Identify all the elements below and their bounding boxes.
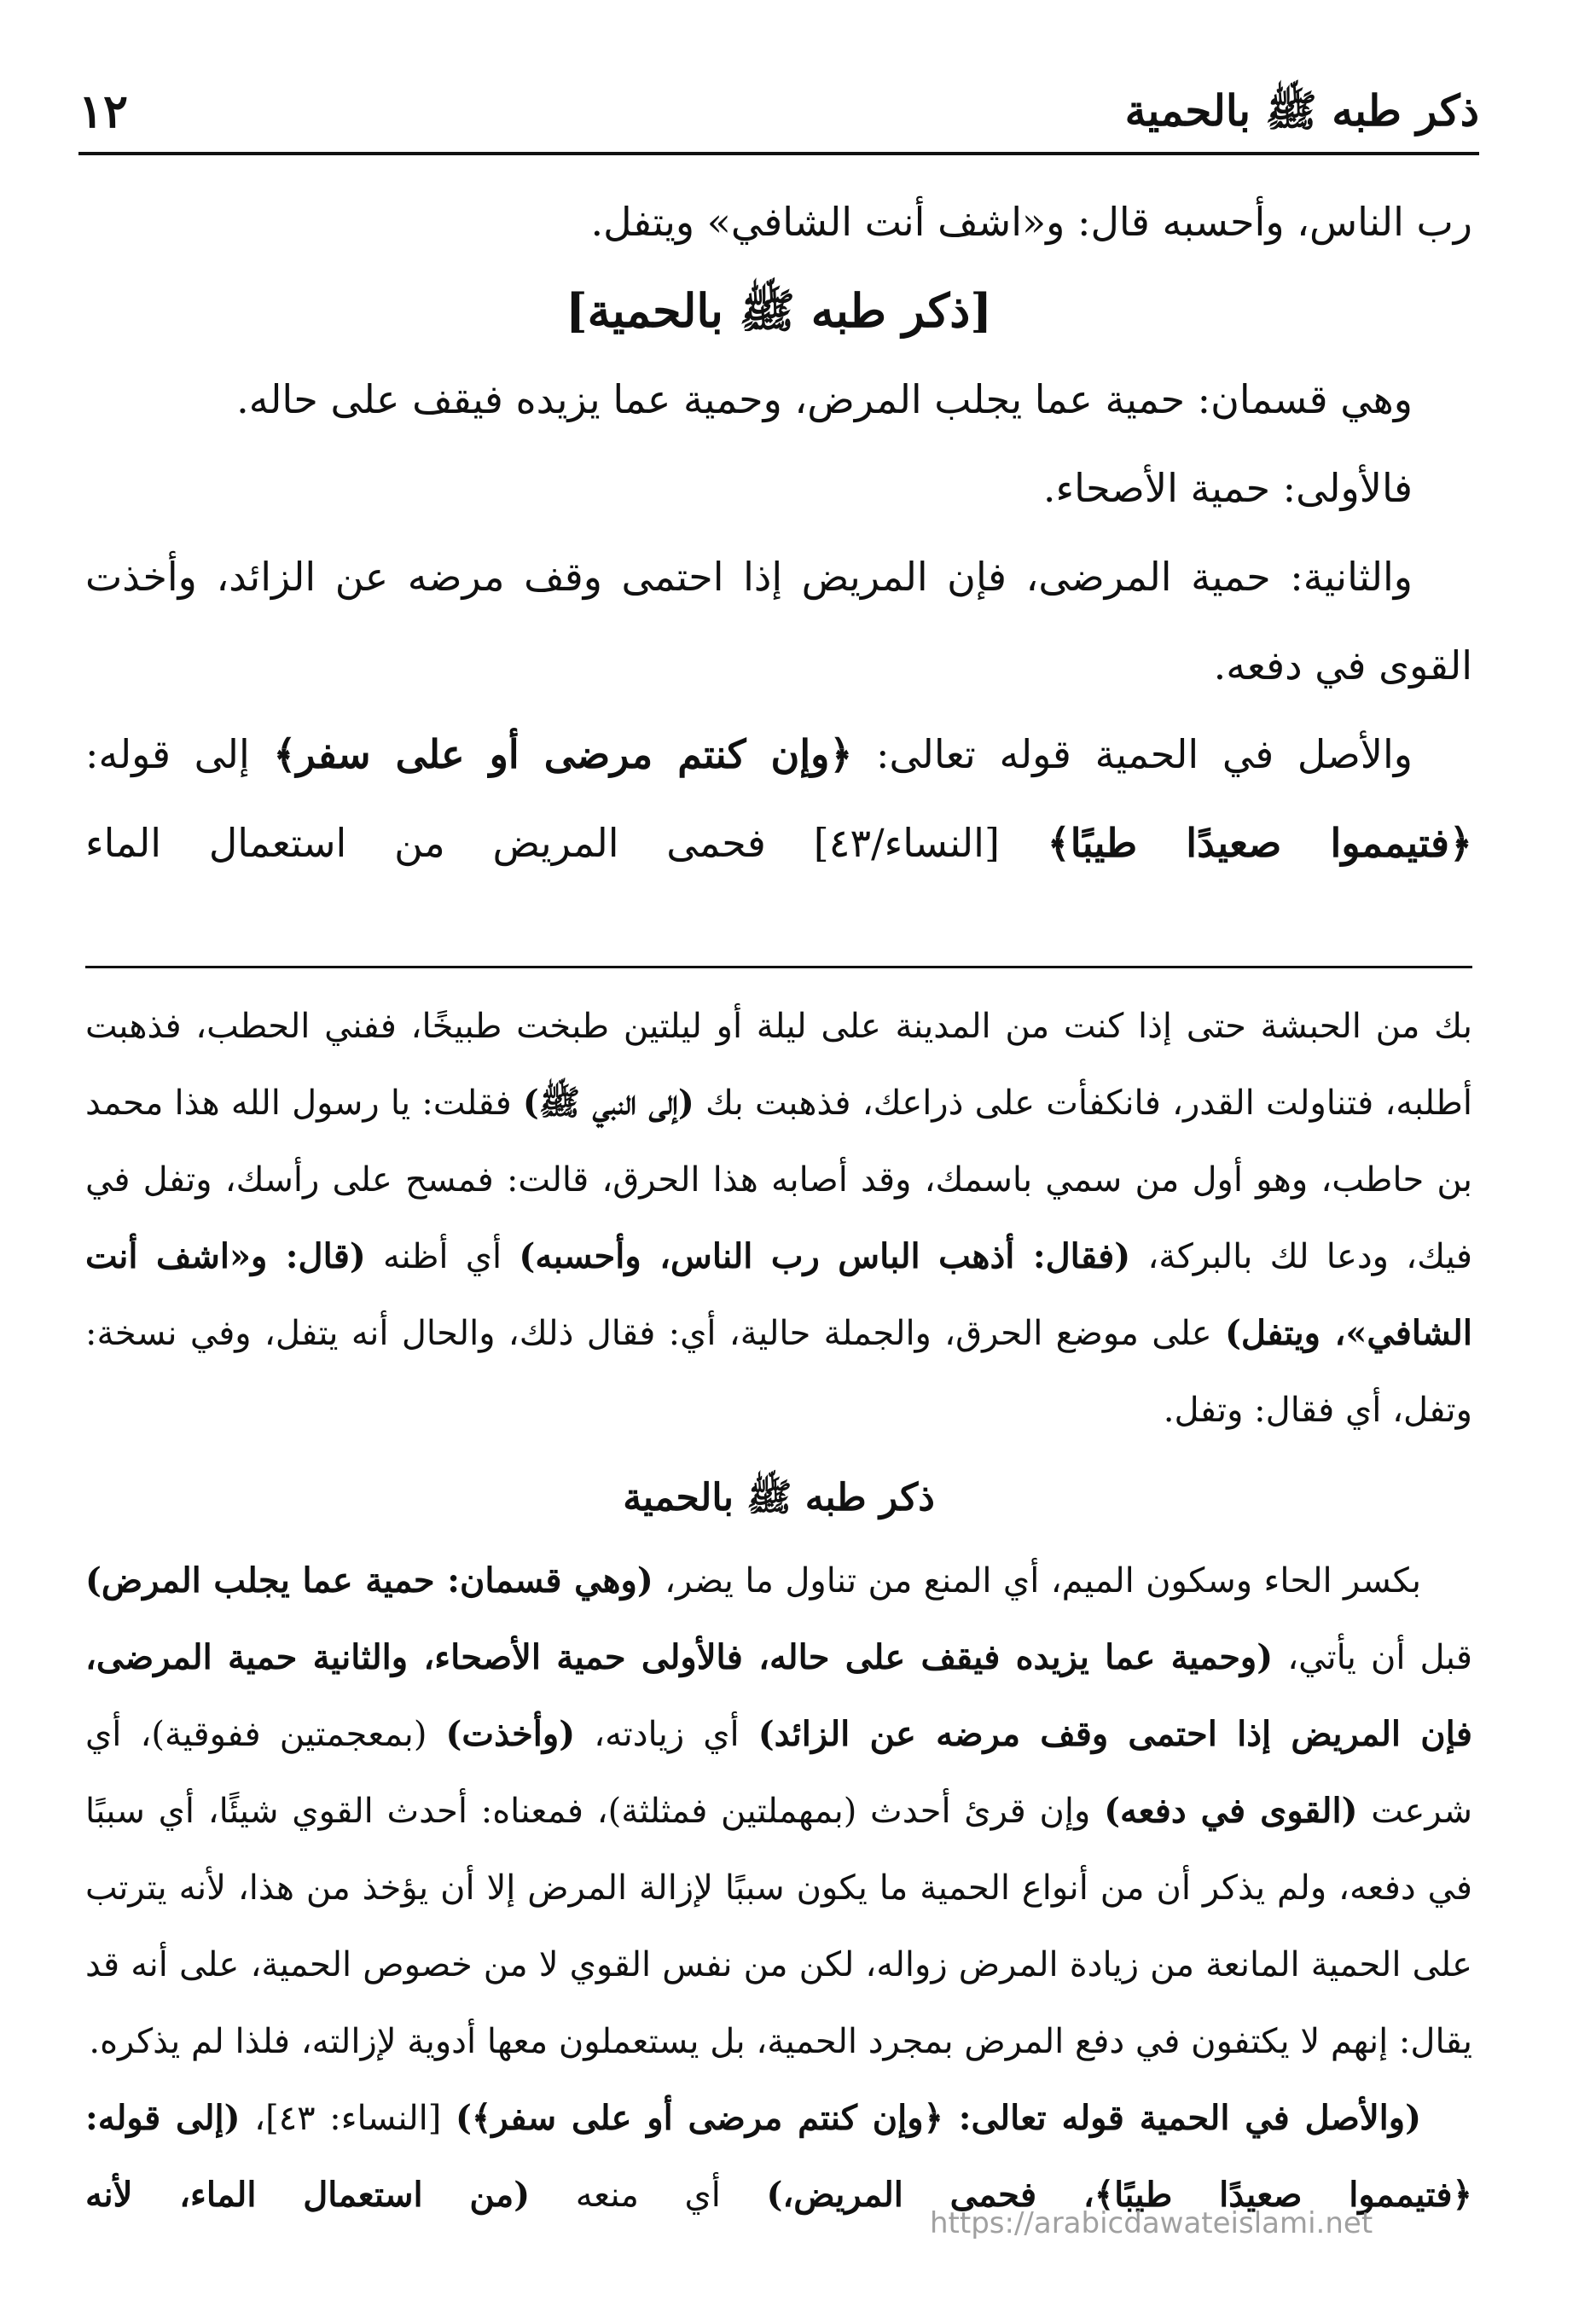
header-title: ذكر طبه ﷺ بالحمية <box>1124 85 1479 136</box>
bold-run: (إلى النبي ﷺ) <box>522 1083 694 1123</box>
bold-run: (قال: و«اشف أنت الشافي»، ويتفل) <box>85 1236 1472 1353</box>
main-paragraph-2: وهي قسمان: حمية عما يجلب المرض، وحمية عما يزيده فيقف على حاله. <box>236 376 1413 422</box>
text-run: قبل أن يأتي، <box>1273 1638 1472 1677</box>
text-run: فقلت: يا رسول الله هذا محمد بن حاطب، وهو أول من سمي باسمك، وقد أصابه هذا الحرق، قالت: فمسح على رأسك، وتفل في فيك، ودعا لك بالبركة، <box>85 1084 1472 1276</box>
bold-run: (فقال: أذهب الباس رب الناس، وأحسبه) <box>519 1236 1131 1276</box>
text-run: وإن قرئ أحدث (بمهملتين فمثلثة)، فمعناه: أحدث القوي شيئًا، أي سببًا في دفعه، ولم يذكر أن من أنواع الحمية ما يكون سببًا لإزالة المرض إلا أن يؤخذ من هذا، لأنه يترتب على الحمية المانعة من زيادة المرض زواله، لكن من نفس القوي لا من خصوص الحمية، على أنه قد يقال: إنهم لا يكتفون في دفع المرض بمجرد الحمية، بل يستعملون معها أدوية لإزالته، فلذا لم يذكره. <box>85 1792 1472 2061</box>
text-run: [النساء: ٤٣]، <box>240 2099 456 2138</box>
commentary <box>85 988 1472 2234</box>
text-run: (بمعجمتين ففوقية)، أي شرعت <box>85 1715 1472 1831</box>
text-run: بكسر الحاء وسكون الميم، أي المنع من تناول ما يضر، <box>653 1561 1421 1601</box>
commentary-heading: ذكر طبه ﷺ بالحمية <box>623 1476 935 1519</box>
text-run: أي منعه <box>530 2176 767 2215</box>
text-run: أي أظنه <box>365 1237 519 1276</box>
text-run: [النساء/٤٣] فحمى المريض من استعمال الماء <box>85 820 1048 866</box>
main-paragraph-5 <box>85 710 1472 887</box>
footnote-separator <box>85 966 1472 968</box>
bold-run: (والأصل في الحمية قوله تعالى: ﴿وإن كنتم مرضى أو على سفر﴾) <box>456 2098 1421 2138</box>
bold-run: (القوى في دفعه) <box>1104 1791 1358 1831</box>
bold-run: (وأخذت) <box>445 1714 576 1754</box>
bold-run: (وهي قسمان: حمية عما يجلب المرض) <box>85 1560 653 1601</box>
bold-run: (وحمية عما يزيده فيقف على حاله، فالأولى حمية الأصحاء، والثانية حمية المرضى، فإن المريض إذا احتمى وقف مرضه عن الزائد) <box>85 1637 1472 1754</box>
running-header <box>78 78 1479 147</box>
text-run: أي زيادته، <box>575 1715 758 1754</box>
header-rule <box>78 152 1479 155</box>
quran-quote: ﴿وإن كنتم مرضى أو على سفر﴾ <box>273 731 853 777</box>
main-paragraph-4: والثانية: حمية المرضى، فإن المريض إذا احتمى وقف مرضه عن الزائد، وأخذت القوى في دفعه. <box>85 554 1472 688</box>
text-run: على موضع الحرق، والجملة حالية، أي: فقال ذلك، والحال أنه يتفل، وفي نسخة: وتفل، أي فقال: وتفل. <box>85 1314 1472 1430</box>
commentary-paragraph-1 <box>85 988 1472 1449</box>
main-paragraph-1: رب الناس، وأحسبه قال: و«اشف أنت الشافي» ويتفل. <box>590 199 1472 245</box>
commentary-paragraph-2 <box>85 1543 1472 2080</box>
bold-run: (من استعمال الماء، لأنه <box>85 2175 531 2215</box>
watermark-url: https://arabicdawateislami.net <box>930 2206 1373 2240</box>
main-text <box>85 177 1472 887</box>
text-run: إلى قوله: <box>85 731 274 777</box>
bold-run: (إلى قوله: ﴿فتيمموا صعيدًا طيبًا﴾، فحمى المريض،) <box>85 2098 1472 2215</box>
main-paragraph-3: فالأولى: حمية الأصحاء. <box>1042 465 1413 511</box>
text-run: والأصل في الحمية قوله تعالى: <box>852 731 1413 777</box>
page-number: ١٢ <box>78 84 129 138</box>
text-run: بك من الحبشة حتى إذا كنت من المدينة على ليلة أو ليلتين طبخت طبيخًا، ففني الحطب، فذهبت أطلبه، فتناولت القدر، فانكفأت على ذراعك، فذهبت بك <box>85 1007 1472 1123</box>
section-heading: [ذكر طبه ﷺ بالحمية] <box>566 283 992 338</box>
quran-quote: ﴿فتيمموا صعيدًا طيبًا﴾ <box>1047 820 1472 866</box>
